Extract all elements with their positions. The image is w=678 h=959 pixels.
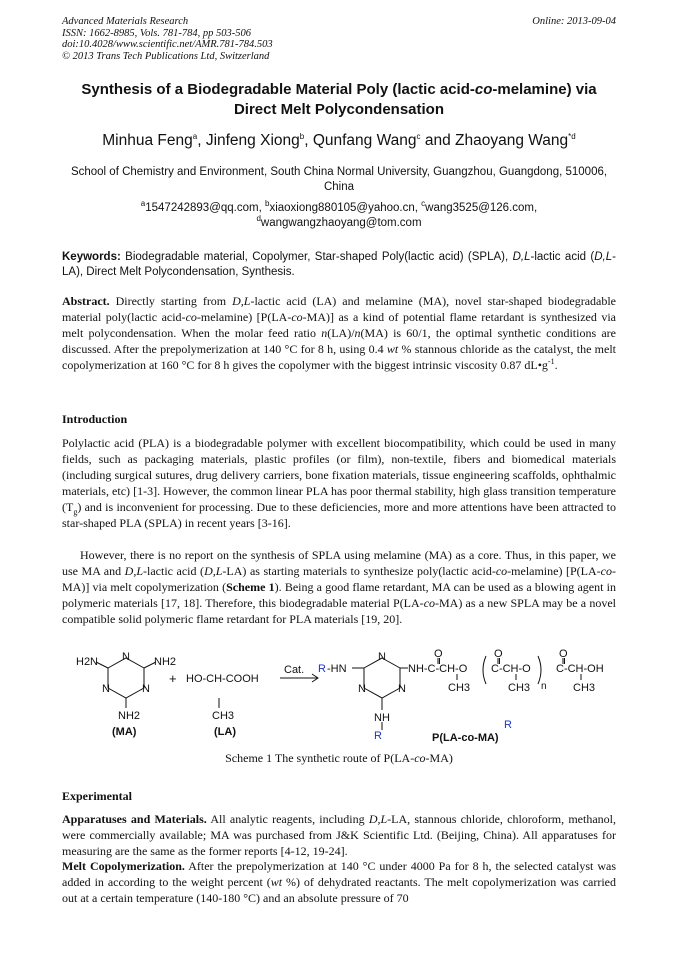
abstract-italic: D,L <box>232 294 251 308</box>
abstract-sup: -1 <box>547 356 555 366</box>
abstract-text: . <box>554 357 558 372</box>
intro-italic: co <box>495 563 508 578</box>
chain-methyl: CH3 <box>573 682 596 694</box>
catalyst-label: Cat. <box>284 664 305 676</box>
journal-header <box>62 16 616 62</box>
ma-bottom-nh2: NH2 <box>118 710 141 722</box>
exp-text: %) of dehydrated reactants. The melt copolymerization was carried out at a certain temperature (140-180 °C) and an absolute pressure of 70 <box>62 874 616 905</box>
product-r-bottom: R <box>374 730 382 742</box>
abstract-text: % stannous chloride as the catalyst, the melt copolymerization at 160 °C for 8 h gives the copolymer with the biggest intrinsic viscosity 0.87 dL•g <box>62 341 616 372</box>
exp-text: After the prepolymerization at 140 °C under 4000 Pa for 8 h, the selected catalyst was added in according to the weight percent ( <box>62 859 616 889</box>
journal-name: Advanced Materials Research <box>62 16 189 27</box>
product-r-left: R <box>318 663 326 675</box>
email-sup: d <box>256 214 261 224</box>
caption-italic: co <box>414 751 426 765</box>
introduction-heading: Introduction <box>62 412 128 426</box>
la-methyl: CH3 <box>212 710 235 722</box>
product-r-arm: R <box>504 719 512 731</box>
intro-sub: g <box>73 507 78 517</box>
carbonyl-o: O <box>494 648 503 660</box>
intro-text: -melamine) [P(LA- <box>507 563 601 578</box>
email-address[interactable]: 1547242893@qq.com <box>145 202 259 214</box>
chain-segment-3: C-CH-OH <box>556 663 604 675</box>
abstract-italic: co <box>185 309 197 324</box>
abstract-italic: co <box>291 309 303 324</box>
product-ring-n: N <box>398 683 406 695</box>
author-name: Zhaoyang Wang <box>455 132 569 149</box>
abstract-text: (LA)/ <box>327 325 355 340</box>
intro-italic: D,L <box>124 563 143 578</box>
introduction-paragraph-2 <box>62 548 616 628</box>
intro-text: -MA) as a new SPLA may be a novel compatible solid polymeric flame retardant for PLA materials [19, 20]. <box>62 595 617 626</box>
experimental-heading: Experimental <box>62 789 132 803</box>
abstract-text: Directly starting from <box>109 294 233 308</box>
doi-line: doi:10.4028/www.scientific.net/AMR.781-784.503 <box>62 39 273 51</box>
keywords-text: -lactic acid ( <box>530 251 595 263</box>
ma-ring-n: N <box>122 651 130 663</box>
plus-sign: + <box>169 671 177 686</box>
chain-segment-1: NH-C-CH-O <box>408 663 468 675</box>
abstract-text: -melamine) [P(LA- <box>196 309 292 324</box>
email-sep: , <box>414 202 422 214</box>
carbonyl-o: O <box>434 648 443 660</box>
repeat-n: n <box>541 681 547 692</box>
intro-text: ). Being a good flame retardant, MA can be used as a blowing agent in polymeric materials [17, 18]. Therefore, this biodegradable material P(LA- <box>62 579 616 610</box>
author-name: Qunfang Wang <box>312 132 417 149</box>
chain-methyl: CH3 <box>448 682 471 694</box>
exp-text: -LA, stannous chloride, chloroform, methanol, were commercially available; MA was purchased from J&K Scientific Ltd. (Beijing, China). All apparatuses for measuring are the same as the former reports [4-12, 19-24]. <box>62 812 616 858</box>
author-sup: *d <box>568 131 576 141</box>
la-label: (LA) <box>214 726 236 738</box>
product-hn: -HN <box>327 663 347 675</box>
exp-text: All analytic reagents, including <box>206 812 369 826</box>
author-sep: , <box>304 132 313 149</box>
author-sup: c <box>416 131 421 141</box>
keywords <box>62 250 616 280</box>
author-sup: a <box>192 131 198 141</box>
melt-label: Melt Copolymerization. <box>62 859 185 873</box>
email-address[interactable]: wang3525@126.com <box>425 202 534 214</box>
nh2-group: NH2 <box>154 656 177 668</box>
product-label: P(LA-co-MA) <box>432 732 499 744</box>
author-sep: and <box>420 132 455 149</box>
copyright-line: © 2013 Trans Tech Publications Ltd, Switzerland <box>62 50 270 62</box>
carbonyl-o: O <box>559 648 568 660</box>
intro-text: ) and is inconvenient for processing. Due to these deficiencies, more and more attentions have been attracted to star-shaped PLA (SPLA) in recent years [3-16]. <box>62 499 616 530</box>
author-3 <box>313 132 455 149</box>
caption-text: -MA) <box>425 751 453 765</box>
product-ring-n: N <box>378 651 386 663</box>
intro-text: However, there is no report on the synthesis of SPLA using melamine (MA) as a core. Thus, in this paper, we use MA and <box>62 548 616 578</box>
affiliation: School of Chemistry and Environment, South China Normal University, Guangzhou, Guangdong, 510006, China <box>70 166 608 193</box>
intro-italic: co <box>423 595 436 610</box>
title-co: co <box>474 81 493 98</box>
author-name: Minhua Feng <box>102 132 193 149</box>
abstract-italic: wt <box>386 341 399 356</box>
ma-triazine-ring <box>108 658 144 698</box>
keywords-label: Keywords: <box>62 251 121 263</box>
product-triazine-ring <box>364 658 400 698</box>
abstract-text: -lactic acid (LA) and melamine (MA), novel star-shaped biodegradable material poly(lactic acid- <box>62 294 617 324</box>
exp-italic: D,L <box>368 812 388 826</box>
email-sup: c <box>421 199 426 209</box>
author-2 <box>206 132 313 149</box>
ma-label: (MA) <box>112 726 137 738</box>
email-address[interactable]: wangwangzhaoyang@tom.com <box>260 217 422 229</box>
abstract-italic: n <box>321 325 328 340</box>
reaction-scheme-svg <box>62 648 616 744</box>
exp-italic: wt <box>270 874 283 889</box>
scheme-reference: Scheme 1 <box>226 579 275 594</box>
scheme-caption <box>62 751 616 766</box>
intro-text: -lactic acid ( <box>143 563 205 578</box>
keywords-italic: D,L <box>594 251 613 263</box>
paper-title <box>62 80 616 120</box>
email-list <box>62 201 616 231</box>
h2n-group: H2N <box>76 656 99 668</box>
title-part-2: -melamine) via Direct Melt Polycondensation <box>233 81 597 118</box>
abstract-italic: n <box>354 325 361 340</box>
melt-copolymerization-paragraph <box>62 859 616 907</box>
author-sup: b <box>299 131 305 141</box>
product-nh: NH <box>374 712 390 724</box>
author-sep: , <box>197 132 206 149</box>
intro-italic: D,L <box>204 563 223 578</box>
online-date: Online: 2013-09-04 <box>532 16 616 27</box>
email-sep: , <box>258 202 265 214</box>
introduction-paragraph-1 <box>62 436 616 531</box>
author-name: Jinfeng Xiong <box>205 132 300 149</box>
keywords-text: -LA), Direct Melt Polycondensation, Synthesis. <box>62 251 616 278</box>
intro-italic: co <box>600 563 612 578</box>
keywords-italic: D,L <box>512 251 531 263</box>
author-list <box>62 131 616 151</box>
intro-text: -MA)] via melt copolymerization ( <box>62 563 616 594</box>
abstract <box>62 294 616 374</box>
email-sup: a <box>140 199 146 209</box>
keywords-text: Biodegradable material, Copolymer, Star-shaped Poly(lactic acid) (SPLA), <box>120 251 513 263</box>
product-ring-n: N <box>358 683 366 695</box>
abstract-text: (MA) is 60/1, the optimal synthetic conditions are discussed. After the prepolymerization at 140 °C for 8 h, using 0.4 <box>62 325 616 356</box>
intro-text: -LA) as starting materials to synthesize poly(lactic acid- <box>222 563 496 578</box>
ma-ring-n: N <box>142 683 150 695</box>
email-sep: , <box>534 202 538 214</box>
apparatuses-label: Apparatuses and Materials. <box>62 812 207 826</box>
apparatuses-paragraph <box>62 812 616 860</box>
scheme-1-figure <box>62 648 616 744</box>
author-1 <box>102 132 206 149</box>
chain-segment-2: C-CH-O <box>491 663 531 675</box>
issn-line: ISSN: 1662-8985, Vols. 781-784, pp 503-506 <box>62 27 251 39</box>
intro-text: Polylactic acid (PLA) is a biodegradable polymer with excellent biocompatibility, which could be used in many fields, such as packaging materials, plastic profiles (or film), non-textile, fibers and biomedical materials (including surgical sutures, drug delivery carriers, bone fixation materials, tissue engineering scaffolds, ophthalmic materials, etc) [1-3]. However, the common linear PLA has poor thermal stability, high glass transition temperature (T <box>62 436 616 514</box>
email-address[interactable]: xiaoxiong880105@yahoo.cn <box>269 202 415 214</box>
title-part-1: Synthesis of a Biodegradable Material Poly (lactic acid- <box>81 81 475 98</box>
chain-methyl: CH3 <box>508 682 531 694</box>
ma-ring-n: N <box>102 683 110 695</box>
caption-text: Scheme 1 The synthetic route of P(LA- <box>225 751 415 765</box>
abstract-label: Abstract. <box>62 294 110 308</box>
author-4 <box>455 132 576 149</box>
email-sup: b <box>264 199 270 209</box>
la-formula: HO-CH-COOH <box>186 673 259 685</box>
abstract-text: -MA)] as a kind of potential flame retardant is synthesized via melt polycondensation. When the molar feed ratio <box>62 309 617 340</box>
